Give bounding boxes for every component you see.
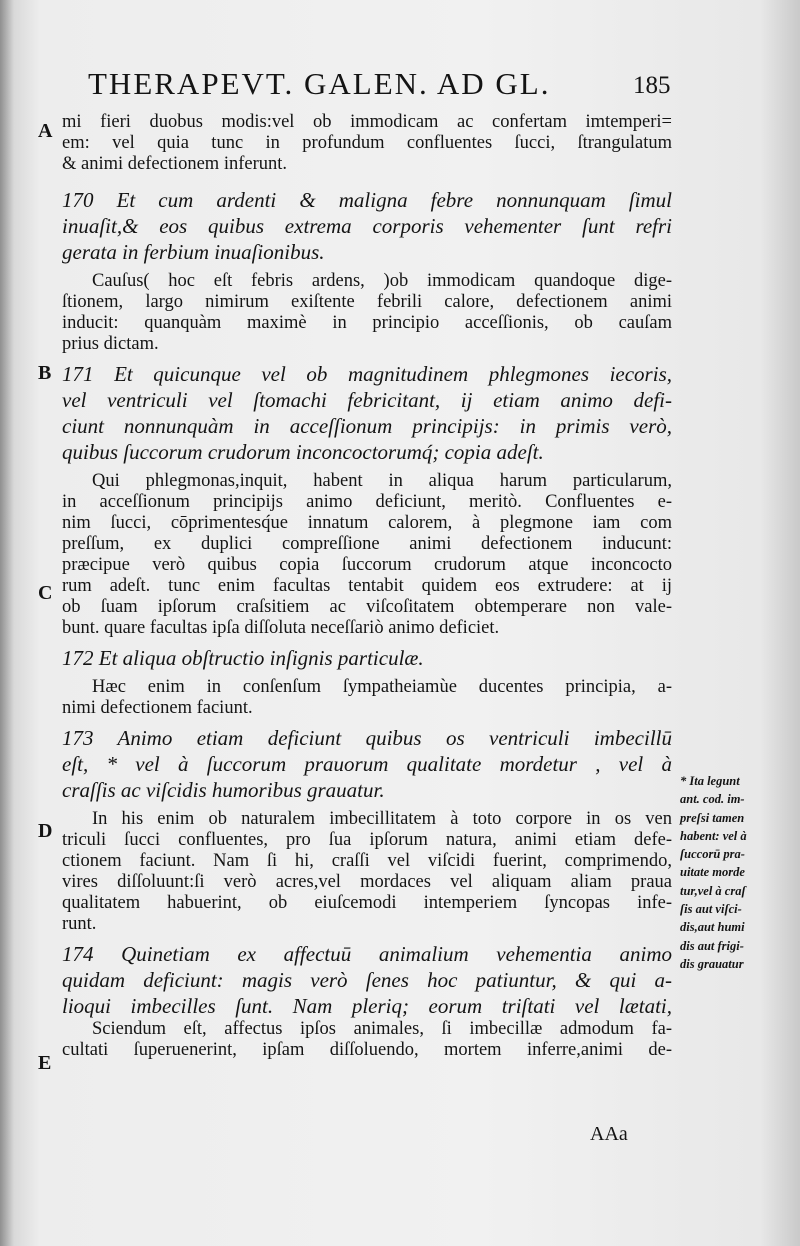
text-line: Sciendum eſt, affectus ipſos animales, ſi imbecillæ admodum fa- (92, 1019, 672, 1039)
aphorism-block (62, 645, 672, 671)
aphorism-block (62, 187, 672, 265)
text-line: preſſum, ex duplici compreſſione animi defectionem inducunt: (62, 534, 672, 554)
prose-block (62, 112, 672, 175)
aphorism-line: inuaſit,& eos quibus extrema corporis vehementer ſunt refri (62, 214, 672, 238)
text-line: inducit: quanquàm maximè in principio acceſſionis, ob cauſam (62, 313, 672, 333)
prose-block (62, 1019, 672, 1061)
catchword: AAa (590, 1123, 628, 1145)
text-line: Hæc enim in conſenſum ſympatheiamùe ducentes principia, a- (92, 677, 672, 697)
aphorism-line: 172 Et aliqua obſtructio inſignis particulæ. (62, 646, 424, 670)
text-line: In his enim ob naturalem imbecillitatem à toto corpore in os ven (92, 809, 672, 829)
text-line: prius dictam. (62, 334, 159, 354)
aphorism-line: 174 Quinetiam ex affectuū animalium vehementia animo (62, 942, 672, 966)
prose-block (62, 677, 672, 719)
aphorism-line: quibus ſuccorum crudorum inconcoctorumq́; copia adeſt. (62, 440, 544, 464)
aphorism-line: quidam deficiunt: magis verò ſenes hoc patiuntur, & qui a- (62, 968, 672, 992)
marginal-note-line: dis aut frigi- (680, 938, 744, 953)
text-line: rum adeſt. tunc enim facultas tentabit quidem eos extrudere: at ij (62, 576, 672, 596)
marginal-note-line: * Ita legunt (680, 774, 740, 788)
prose-block (62, 271, 672, 355)
aphorism-block (62, 941, 672, 1019)
text-line: Cauſus( hoc eſt febris ardens, )ob immodicam quandoque dige- (92, 271, 672, 291)
marginal-note-line: ant. cod. im- (680, 792, 745, 807)
margin-letter-b: B (38, 362, 52, 384)
text-line: Qui phlegmonas,inquit, habent in aliqua harum particularum, (92, 471, 672, 491)
text-line: vires diſſoluunt:ſi verò acres,vel mordaces vel aliquam aliam praua (62, 872, 672, 892)
margin-letter-c: C (38, 582, 53, 604)
aphorism-line: gerata in ferbium inuaſionibus. (62, 240, 325, 264)
text-line: ctionem faciunt. Nam ſi hi, craſſi vel viſcidi fuerint, comprimendo, (62, 851, 672, 871)
main-text (62, 112, 672, 1061)
text-line: triculi ſucci confluentes, pro ſua ipſorum natura, animi etiam defe- (62, 830, 672, 850)
marginal-note (680, 772, 780, 973)
marginal-note-line: preſsi tamen (680, 810, 745, 825)
text-line: nimi defectionem faciunt. (62, 698, 253, 718)
aphorism-line: eſt, * vel à ſuccorum prauorum qualitate mordetur , vel à (62, 752, 672, 776)
aphorism-line: ciunt nonnunquàm in acceſſionum principijs: in primis verò, (62, 414, 672, 438)
aphorism-line: vel ventriculi vel ſtomachi febricitant, ij etiam animo defi- (62, 388, 672, 412)
text-line: nim ſucci, cōprimentesq́ue innatum calorem, à plegmone iam com (62, 513, 672, 533)
aphorism-line: craſſis ac viſcidis humoribus grauatur. (62, 778, 385, 802)
marginal-note-line: habent: vel à (680, 828, 747, 843)
margin-letter-d: D (38, 820, 53, 842)
text-line: cultati ſuperuenerint, ipſam diſſoluendo, mortem inferre,animi de- (62, 1040, 672, 1060)
text-line: em: vel quia tunc in profundum confluentes ſucci, ſtrangulatum (62, 133, 672, 153)
running-head-title: THERAPEVT. GALEN. AD GL. (88, 66, 551, 101)
aphorism-line: 173 Animo etiam deficiunt quibus os ventriculi imbecillū (62, 726, 672, 750)
aphorism-line: lioqui imbecilles ſunt. Nam pleriq; eorum triſtati vel lætati, (62, 994, 672, 1018)
page-number: 185 (633, 72, 671, 99)
text-line: bunt. quare facultas ipſa diſſoluta neceſſariò animo deficiet. (62, 618, 500, 638)
aphorism-block (62, 725, 672, 803)
marginal-note-line: dis,aut humi (680, 920, 745, 935)
running-head (88, 66, 688, 102)
marginal-note-line: ſuccorū pra- (680, 847, 745, 862)
text-line: mi fieri duobus modis:vel ob immodicam ac confertam imtemperi= (62, 112, 672, 132)
text-line: in acceſſionum principijs animo deficiunt, meritò. Confluentes e- (62, 492, 672, 512)
prose-block (62, 471, 672, 639)
margin-letter-e: E (38, 1052, 52, 1074)
aphorism-block (62, 361, 672, 465)
text-line: ob ſuam ipſorum craſsitiem ac viſcoſitatem obtemperare non vale- (62, 597, 672, 617)
text-line: ſtionem, largo nimirum exiſtente febrili calore, defectionem animi (62, 292, 672, 312)
text-line: qualitatem habuerint, ob eiuſcemodi intemperiem ſyncopas infe- (62, 893, 672, 913)
marginal-note-line: uitate morde (680, 865, 745, 880)
marginal-note-line: ſis aut viſci- (680, 902, 742, 917)
text-line: runt. (62, 914, 97, 934)
text-line: & animi defectionem inferunt. (62, 154, 288, 174)
prose-block (62, 809, 672, 935)
aphorism-line: 171 Et quicunque vel ob magnitudinem phlegmones iecoris, (62, 362, 672, 386)
marginal-note-line: dis grauatur (680, 956, 744, 971)
margin-letter-a: A (38, 120, 53, 142)
marginal-note-line: tur,vel à craſ (680, 883, 746, 898)
text-line: præcipue verò quibus copia ſuccorum crudorum atque inconcocto (62, 555, 672, 575)
aphorism-line: 170 Et cum ardenti & maligna febre nonnunquam ſimul (62, 188, 672, 212)
